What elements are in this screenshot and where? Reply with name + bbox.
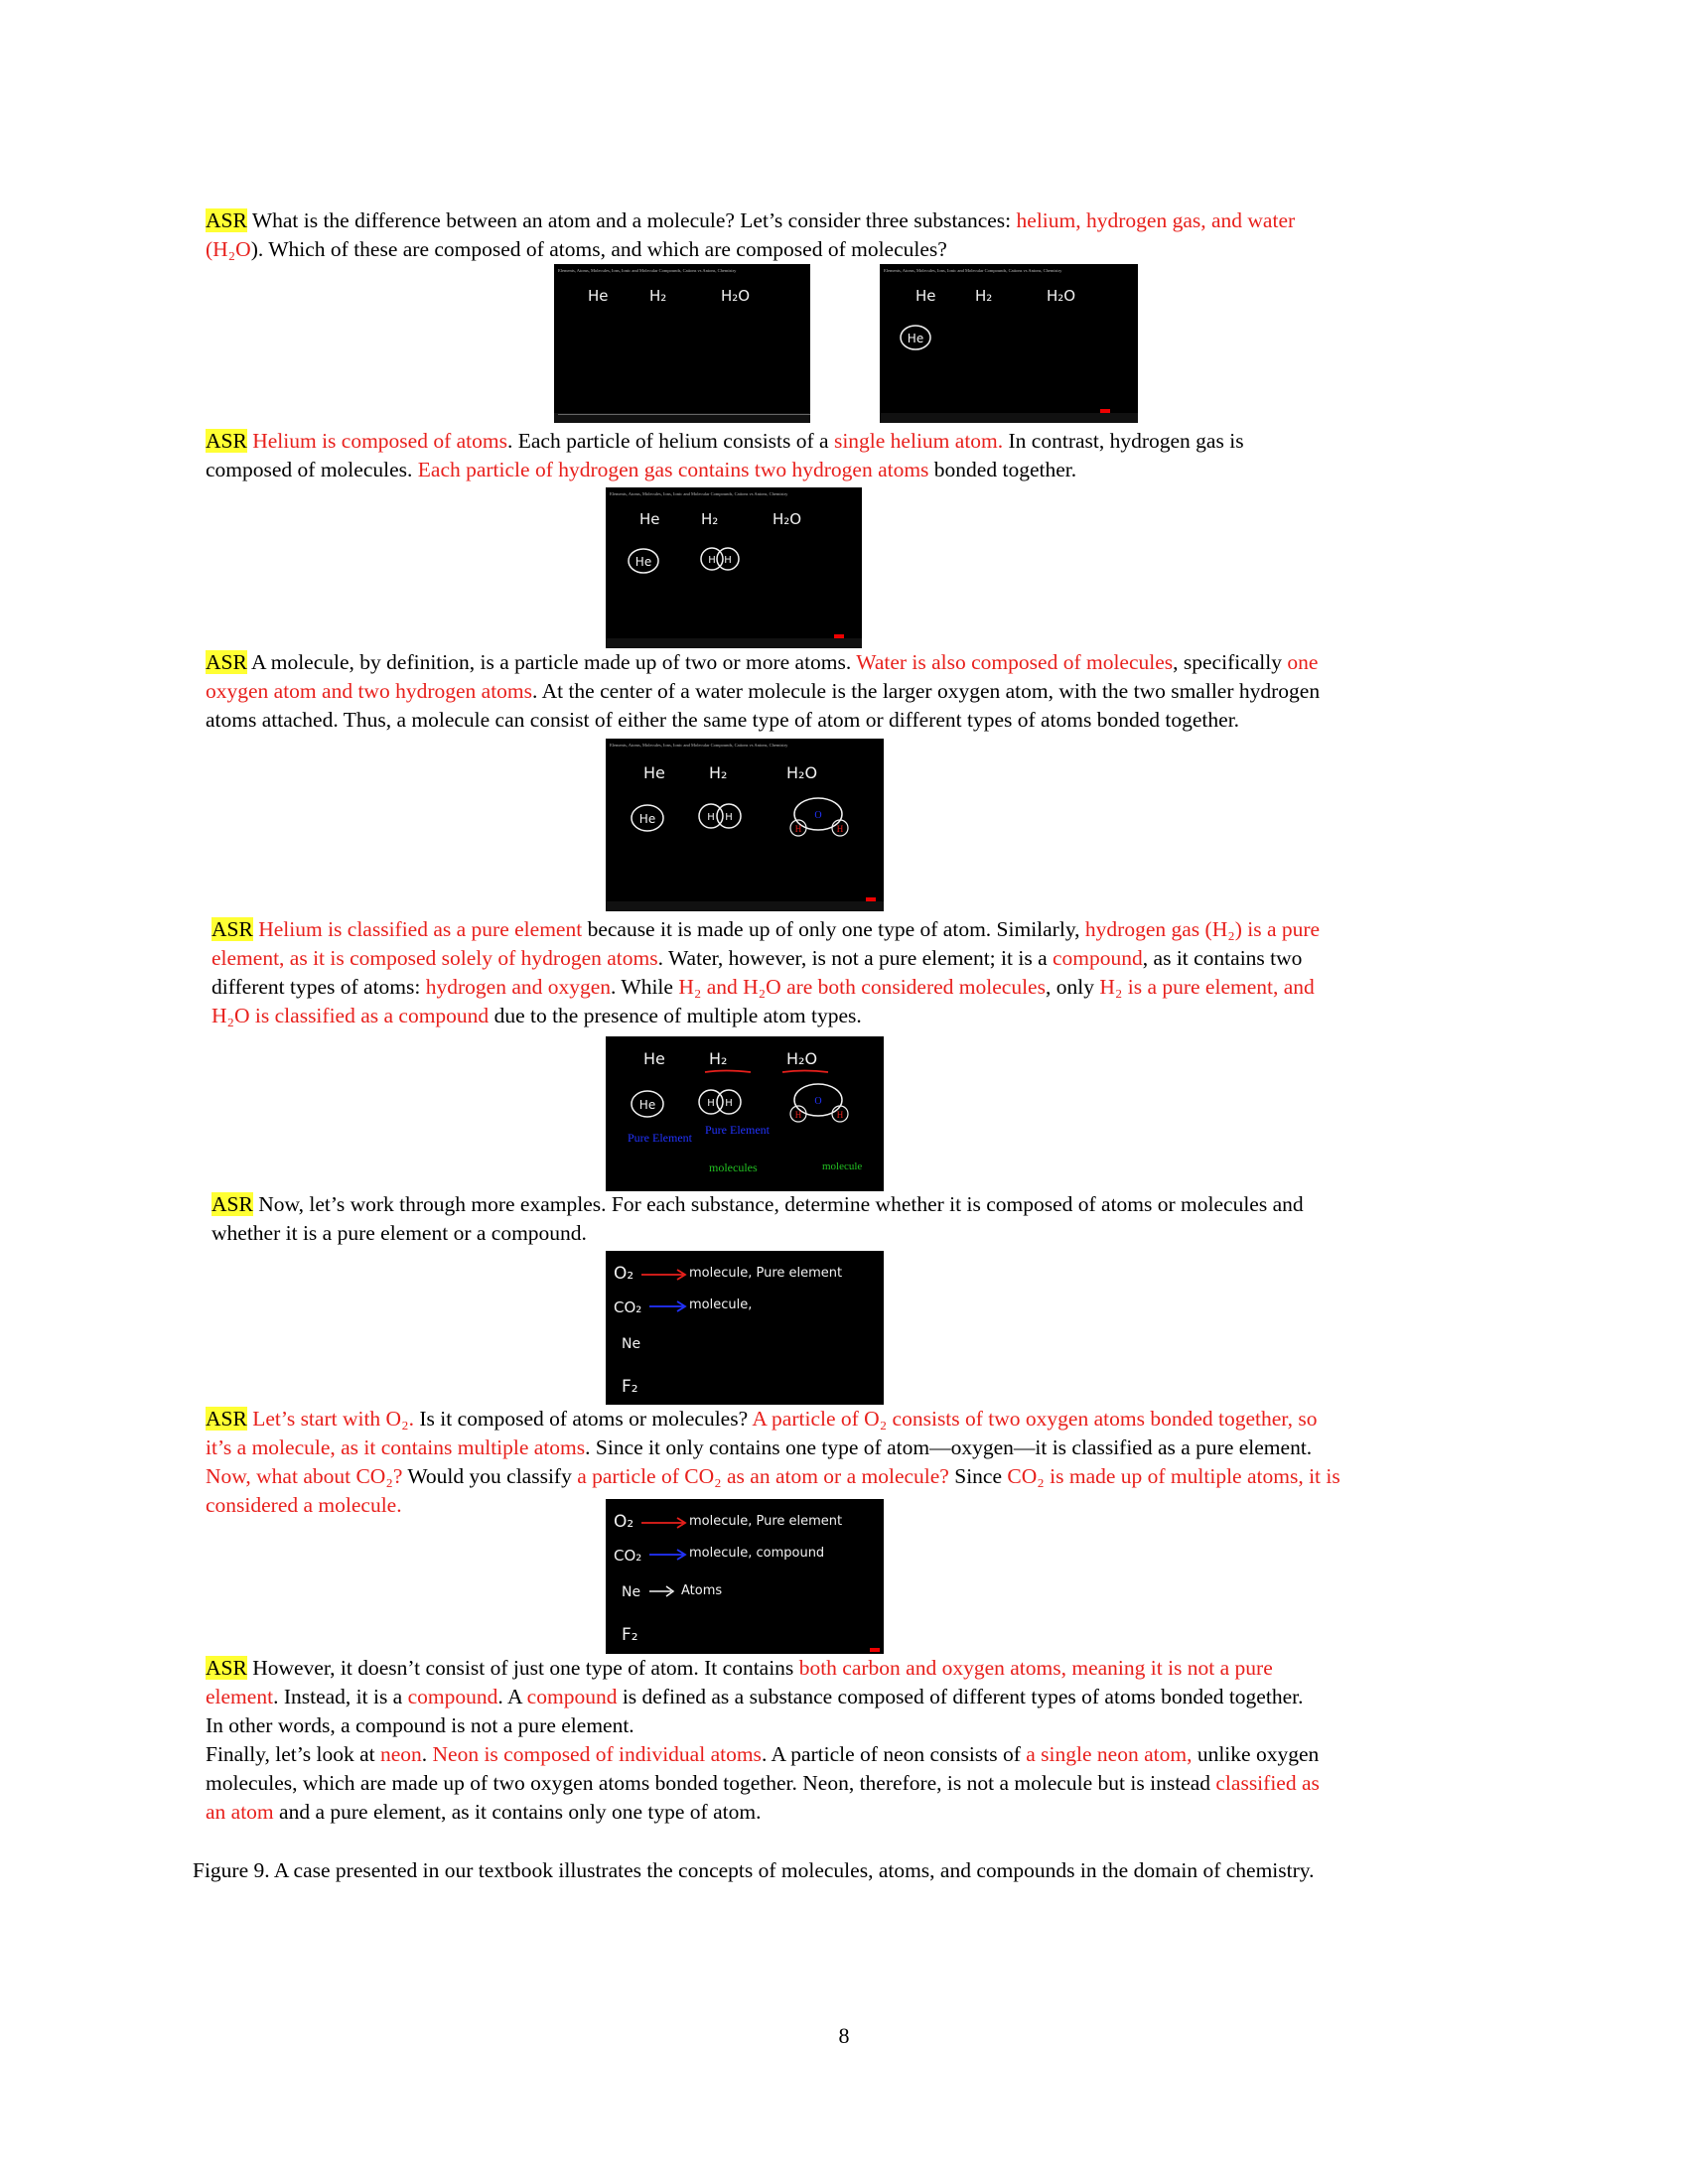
text-run: whether it is a pure element or a compound.: [211, 1221, 587, 1245]
highlighted-phrase: H₂ is a pure element, and: [1099, 975, 1315, 999]
he-pure-element-note: Pure Element: [628, 1131, 692, 1145]
text-line: [206, 1405, 1340, 1433]
video-frame-4: [606, 739, 884, 911]
highlighted-phrase: Each particle of hydrogen gas contains two hydrogen atoms: [417, 458, 929, 481]
text-line: [206, 706, 1320, 735]
co2-note: molecule,: [689, 1297, 753, 1312]
text-run: ). Which of these are composed of atoms, and which are composed of molecules?: [250, 237, 947, 261]
highlighted-phrase: Now, what about CO₂?: [206, 1464, 403, 1488]
video-controls: [880, 413, 1138, 423]
list-ne: Ne: [622, 1584, 641, 1600]
o2-note: molecule, Pure element: [689, 1514, 843, 1529]
text-run: . Water, however, is not a pure element; it is a: [657, 946, 1053, 970]
text-run: Finally, let’s look at: [206, 1742, 380, 1766]
highlighted-phrase: hydrogen gas (H₂) is a pure: [1084, 917, 1321, 941]
text-run: Now, let’s work through more examples. For each substance, determine whether it is composed of atoms or molecules and: [252, 1192, 1304, 1216]
asr-tag: ASR: [206, 1407, 247, 1431]
text-line: [206, 1433, 1340, 1462]
highlighted-phrase: one: [1287, 650, 1319, 674]
board-h2: H₂: [649, 287, 667, 305]
h2-underline: [705, 1071, 751, 1073]
text-line: [211, 1219, 1304, 1248]
text-run: because it is made up of only one type of atom. Similarly,: [582, 917, 1085, 941]
board-he: He: [643, 763, 665, 782]
water-h-label-1: H: [794, 824, 802, 834]
board-he: He: [915, 287, 936, 305]
video-title: Elements, Atoms, Molecules, Ions, Ionic and Molecular Compounds, Cations vs Anions, Chemistry: [610, 491, 788, 496]
paragraph-4: [211, 915, 1320, 1030]
text-run: A molecule, by definition, is a particle made up of two or more atoms.: [246, 650, 857, 674]
list-co2: CO₂: [614, 1298, 642, 1316]
text-run: . Instead, it is a: [273, 1685, 408, 1708]
text-run: bonded together.: [928, 458, 1077, 481]
text-line: [206, 1798, 1320, 1827]
page-number: 8: [838, 2023, 850, 2048]
asr-tag: ASR: [206, 208, 247, 232]
o2-note: molecule, Pure element: [689, 1266, 843, 1281]
oxygen-label: O: [814, 1096, 822, 1107]
hydrogen-label-2: H: [724, 555, 732, 566]
text-run: atoms attached. Thus, a molecule can consist of either the same type of atom or different types of atoms bonded together.: [206, 708, 1240, 732]
hydrogen-label-1: H: [707, 1098, 715, 1109]
hydrogen-label-1: H: [708, 555, 716, 566]
video-frame-2: [880, 264, 1138, 423]
video-controls: [606, 638, 862, 648]
video-frame-4-svg: [606, 739, 884, 911]
list-ne: Ne: [622, 1336, 641, 1352]
figure-caption: Figure 9. A case presented in our textbook illustrates the concepts of molecules, atoms, and compounds in the domain of chemistry.: [193, 1858, 1315, 1882]
highlighted-phrase: helium, hydrogen gas, and water: [1016, 208, 1296, 232]
highlighted-phrase: H₂ and H₂O are both considered molecules: [678, 975, 1046, 999]
text-run: . Since it only contains one type of atom—oxygen—it is classified as a pure element.: [585, 1435, 1313, 1459]
highlighted-phrase: both carbon and oxygen atoms, meaning it is not a pure: [798, 1656, 1273, 1680]
h2-molecules-note: molecules: [709, 1160, 758, 1174]
text-run: , as it contains two: [1142, 946, 1303, 970]
text-line: [206, 456, 1244, 484]
text-run: . A particle of neon consists of: [761, 1742, 1027, 1766]
helium-atom-label: He: [634, 555, 652, 569]
video-marker: [1100, 409, 1110, 413]
video-marker: [866, 897, 876, 901]
oxygen-label: O: [814, 810, 822, 821]
video-frame-5-svg: [606, 1036, 884, 1191]
text-line: [211, 1190, 1304, 1219]
highlighted-phrase: Helium is composed of atoms: [246, 429, 507, 453]
text-run: Since: [948, 1464, 1008, 1488]
text-line: [211, 973, 1320, 1002]
text-run: In other words, a compound is not a pure element.: [206, 1713, 634, 1737]
water-h-label-1: H: [794, 1110, 802, 1120]
video-frame-5: [606, 1036, 884, 1191]
text-run: different types of atoms:: [211, 975, 426, 999]
board-he: He: [643, 1049, 665, 1068]
text-run: . At the center of a water molecule is the larger oxygen atom, with the two smaller hydrogen: [532, 679, 1321, 703]
video-marker: [834, 634, 844, 638]
highlighted-phrase: A particle of O₂ consists of two oxygen atoms bonded together, so: [752, 1407, 1318, 1431]
highlighted-phrase: an atom: [206, 1800, 274, 1824]
video-title: Elements, Atoms, Molecules, Ions, Ionic and Molecular Compounds, Cations vs Anions, Chemistry: [884, 268, 1062, 273]
text-line: [206, 1769, 1320, 1798]
video-frame-3: [606, 487, 862, 648]
highlighted-phrase: compound: [1053, 946, 1143, 970]
text-run: Would you classify: [402, 1464, 578, 1488]
text-line: [206, 1683, 1320, 1711]
video-title: Elements, Atoms, Molecules, Ions, Ionic and Molecular Compounds, Cations vs Anions, Chemistry: [558, 268, 737, 273]
board-h2o: H₂O: [1047, 287, 1076, 305]
board-h2: H₂: [709, 1049, 728, 1068]
board-h2o: H₂O: [786, 763, 818, 782]
board-h2o: H₂O: [773, 510, 802, 528]
co2-note: molecule, compound: [689, 1546, 825, 1561]
highlighted-phrase: a particle of CO₂ as an atom or a molecule?: [577, 1464, 949, 1488]
text-run: However, it doesn’t consist of just one type of atom. It contains: [246, 1656, 799, 1680]
text-line: [206, 235, 1295, 264]
highlighted-phrase: Helium is classified as a pure element: [252, 917, 583, 941]
highlighted-phrase: single helium atom.: [833, 429, 1004, 453]
paragraph-5: [211, 1190, 1304, 1248]
highlighted-phrase: element: [206, 1685, 274, 1708]
text-line: [206, 1462, 1340, 1491]
highlighted-phrase: Neon is composed of individual atoms: [432, 1742, 762, 1766]
highlighted-phrase: considered a molecule.: [206, 1493, 402, 1517]
highlighted-phrase: compound: [526, 1685, 618, 1708]
paragraph-7: [206, 1654, 1320, 1827]
ne-note: Atoms: [681, 1583, 723, 1598]
highlighted-phrase: neon: [379, 1742, 422, 1766]
hydrogen-label-2: H: [725, 812, 733, 823]
board-he: He: [588, 287, 609, 305]
text-run: , only: [1045, 975, 1100, 999]
text-line: [206, 427, 1244, 456]
hydrogen-label-2: H: [725, 1098, 733, 1109]
text-run: molecules, which are made up of two oxygen atoms bonded together. Neon, therefore, is not a molecule but is instead: [206, 1771, 1216, 1795]
asr-tag: ASR: [211, 917, 253, 941]
asr-tag: ASR: [206, 1656, 247, 1680]
text-line: [206, 648, 1320, 677]
board-h2: H₂: [975, 287, 993, 305]
paragraph-1: [206, 206, 1295, 264]
water-h-label-2: H: [836, 824, 844, 834]
board-h2o: H₂O: [786, 1049, 818, 1068]
text-run: .: [421, 1742, 433, 1766]
highlighted-phrase: classified as: [1215, 1771, 1320, 1795]
video-frame-6: [606, 1251, 884, 1405]
list-f2: F₂: [622, 1377, 638, 1397]
list-o2: O₂: [614, 1512, 634, 1532]
video-frame-2-svg: [880, 264, 1138, 423]
highlighted-phrase: H₂O is classified as a compound: [211, 1004, 490, 1027]
text-run: composed of molecules.: [206, 458, 418, 481]
text-line: [211, 1002, 1320, 1030]
asr-tag: ASR: [206, 650, 247, 674]
water-h-label-2: H: [836, 1110, 844, 1120]
video-frame-1-svg: [554, 264, 810, 423]
board-h2: H₂: [701, 510, 719, 528]
highlighted-phrase: hydrogen and oxygen: [425, 975, 612, 999]
video-controls: [606, 901, 884, 911]
highlighted-phrase: element, as it is composed solely of hydrogen atoms: [211, 946, 658, 970]
highlighted-phrase: oxygen atom and two hydrogen atoms: [206, 679, 533, 703]
list-co2: CO₂: [614, 1547, 642, 1565]
asr-tag: ASR: [206, 429, 247, 453]
text-run: due to the presence of multiple atom types.: [489, 1004, 862, 1027]
video-frame-7: [606, 1499, 884, 1654]
text-line: [211, 915, 1320, 944]
text-run: unlike oxygen: [1192, 1742, 1320, 1766]
highlighted-phrase: Water is also composed of molecules: [856, 650, 1174, 674]
h2o-molecule-note: molecule: [822, 1160, 863, 1172]
helium-atom-label: He: [907, 332, 924, 345]
text-run: . A: [497, 1685, 527, 1708]
video-frame-1: [554, 264, 810, 423]
highlighted-phrase: Let’s start with O₂.: [246, 1407, 414, 1431]
video-frame-7-svg: [606, 1499, 884, 1654]
list-o2: O₂: [614, 1264, 634, 1284]
text-line: [206, 1740, 1320, 1769]
video-title: Elements, Atoms, Molecules, Ions, Ionic and Molecular Compounds, Cations vs Anions, Chemistry: [610, 743, 788, 748]
text-line: [206, 677, 1320, 706]
board-he: He: [639, 510, 660, 528]
highlighted-phrase: a single neon atom,: [1026, 1742, 1193, 1766]
highlighted-phrase: CO₂ is made up of multiple atoms, it is: [1007, 1464, 1340, 1488]
h2o-underline: [782, 1071, 828, 1073]
text-run: is defined as a substance composed of different types of atoms bonded together.: [617, 1685, 1304, 1708]
video-frame-6-svg: [606, 1251, 884, 1405]
text-line: [206, 1654, 1320, 1683]
helium-atom-label: He: [638, 812, 656, 826]
video-frame-3-svg: [606, 487, 862, 648]
hydrogen-label-1: H: [707, 812, 715, 823]
board-h2: H₂: [709, 763, 728, 782]
h2-pure-element-note: Pure Element: [705, 1123, 770, 1137]
highlighted-phrase: compound: [407, 1685, 498, 1708]
text-line: [211, 944, 1320, 973]
paragraph-2: [206, 427, 1244, 484]
text-run: and a pure element, as it contains only one type of atom.: [273, 1800, 762, 1824]
highlighted-phrase: it’s a molecule, as it contains multiple atoms: [206, 1435, 586, 1459]
highlighted-phrase: (H₂O: [206, 237, 251, 261]
text-run: Is it composed of atoms or molecules?: [413, 1407, 753, 1431]
text-run: In contrast, hydrogen gas is: [1003, 429, 1244, 453]
list-f2: F₂: [622, 1625, 638, 1645]
progress-bar: [558, 414, 810, 415]
paragraph-3: [206, 648, 1320, 735]
video-marker: [870, 1648, 880, 1652]
text-run: , specifically: [1173, 650, 1288, 674]
board-h2o: H₂O: [721, 287, 751, 305]
helium-atom-label: He: [638, 1098, 656, 1112]
text-line: [206, 1711, 1320, 1740]
text-run: . While: [611, 975, 679, 999]
text-line: [206, 206, 1295, 235]
text-run: What is the difference between an atom and a molecule? Let’s consider three substances:: [246, 208, 1017, 232]
asr-tag: ASR: [211, 1192, 253, 1216]
text-run: . Each particle of helium consists of a: [506, 429, 834, 453]
